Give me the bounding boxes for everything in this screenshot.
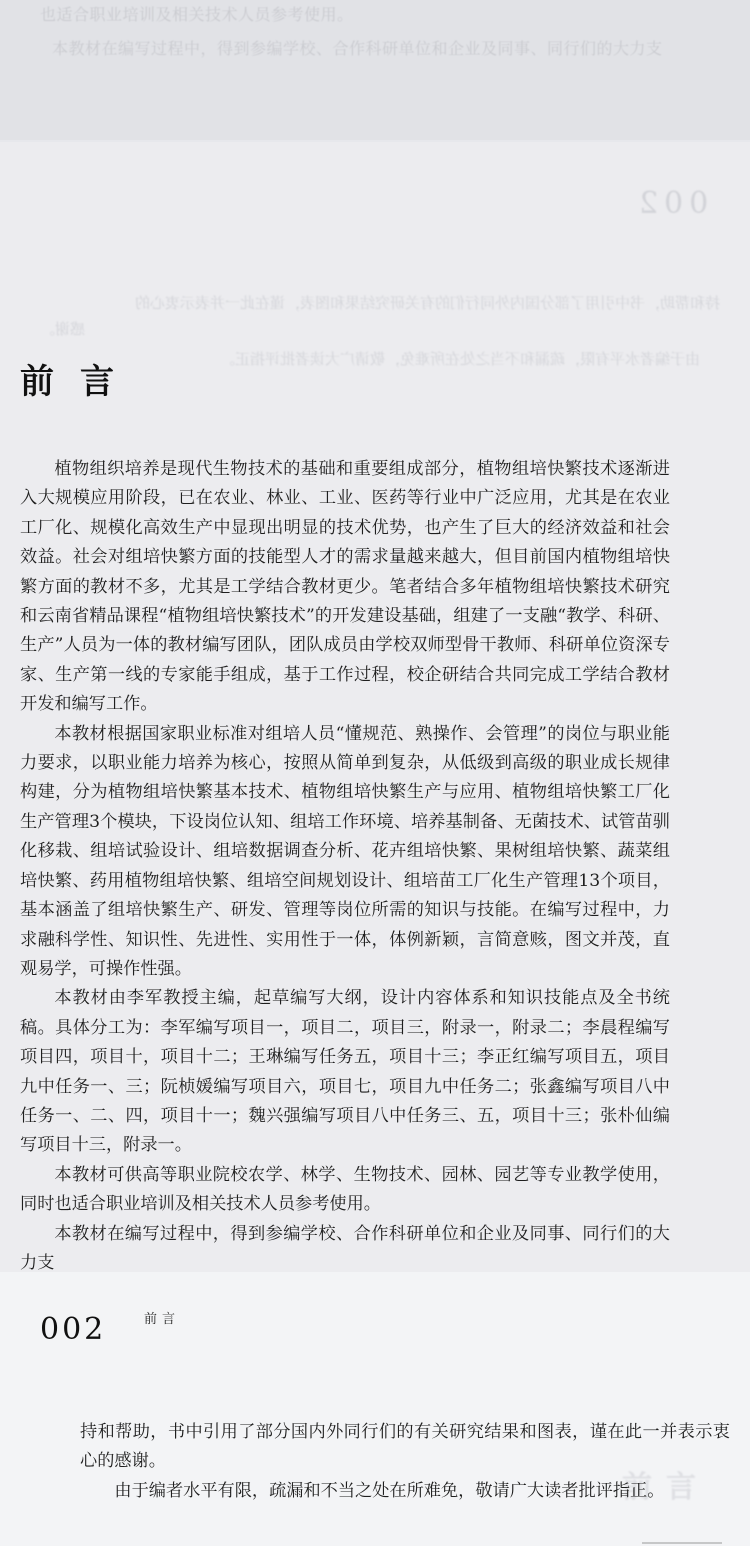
- ghost-text-line: 也适合职业培训及相关技术人员参考使用。: [40, 5, 354, 24]
- continuation-body: [80, 1418, 730, 1506]
- paragraph: 本教材在编写过程中，得到参编学校、合作科研单位和企业及同事、同行们的大力支: [20, 1223, 670, 1272]
- running-head: 前言: [144, 1312, 181, 1327]
- ghost-heading: 前言: [622, 1470, 710, 1505]
- preface-page: [0, 142, 750, 1272]
- previous-page-strip: [0, 0, 750, 140]
- ghost-page-number: 002: [632, 186, 708, 221]
- preface-body: [20, 455, 670, 1272]
- paragraph: 本教材根据国家职业标准对组培人员“懂规范、熟操作、会管理”的岗位与职业能力要求，以职业能力培养为核心，按照从简单到复杂，从低级到高级的职业成长规律构建，分为植物组培快繁基本技术、植物组培快繁生产与应用、植物组培快繁工厂化生产管理3个模块，下设岗位认知、组培工作环境、培养基制备、无菌技术、试管苗驯化移栽、组培试验设计、组培数据调查分析、花卉组培快繁、果树组培快繁、蔬菜组培快繁、药用植物组培快繁、组培空间规划设计、组培苗工厂化生产管理13个项目，基本涵盖了组培快繁生产、研发、管理等岗位所需的知识与技能。在编写过程中，力求融科学性、知识性、先进性、实用性于一体，体例新颖，言简意赅，图文并茂，直观易学，可操作性强。: [20, 723, 670, 979]
- ghost-text-line: 感谢。: [40, 320, 86, 338]
- page-title: 前言: [20, 362, 140, 402]
- ghost-text-line: 本教材在编写过程中，得到参编学校、合作科研单位和企业及同事、同行们的大力支: [52, 39, 663, 58]
- page-edge-mark: [642, 1538, 722, 1544]
- paragraph: 植物组织培养是现代生物技术的基础和重要组成部分，植物组培快繁技术逐渐进入大规模应用阶段，已在农业、林业、工业、医药等行业中广泛应用，尤其是在农业工厂化、规模化高效生产中显现出明显的技术优势，也产生了巨大的经济效益和社会效益。社会对组培快繁方面的技能型人才的需求量越来越大，但目前国内植物组培快繁方面的教材不多，尤其是工学结合教材更少。笔者结合多年植物组培快繁技术研究和云南省精品课程“植物组培快繁技术”的开发建设基础，组建了一支融“教学、科研、生产”人员为一体的教材编写团队，团队成员由学校双师型骨干教师、科研单位资深专家、生产第一线的专家能手组成，基于工作过程，校企研结合共同完成工学结合教材开发和编写工作。: [20, 459, 670, 715]
- page-number: 002: [40, 1312, 107, 1347]
- paragraph: 由于编者水平有限，疏漏和不当之处在所难免，敬请广大读者批评指正。: [114, 1480, 665, 1501]
- ghost-text-line: 持和帮助，书中引用了部分国内外同行们的有关研究结果和图表，谨在此一并表示衷心的: [134, 294, 720, 312]
- paragraph: 本教材可供高等职业院校农学、林学、生物技术、园林、园艺等专业教学使用，同时也适合职业培训及相关技术人员参考使用。: [20, 1164, 670, 1215]
- continuation-page: [0, 1272, 750, 1546]
- paragraph: 本教材由李军教授主编，起草编写大纲，设计内容体系和知识技能点及全书统稿。具体分工为：李军编写项目一，项目二，项目三，附录一，附录二；李晨程编写项目四，项目十，项目十二；王琳编写任务五，项目十三；李正红编写项目五，项目九中任务一、三；阮桢媛编写项目六，项目七，项目九中任务二；张鑫编写项目八中任务一、二、四，项目十一；魏兴强编写项目八中任务三、五，项目十三；张朴仙编写项目十三，附录一。: [20, 988, 670, 1156]
- paragraph: 持和帮助，书中引用了部分国内外同行们的有关研究结果和图表，谨在此一并表示衷心的感谢。: [80, 1422, 730, 1472]
- ghost-text-line: 由于编者水平有限，疏漏和不当之处在所难免，敬请广大读者批评指正。: [219, 350, 700, 368]
